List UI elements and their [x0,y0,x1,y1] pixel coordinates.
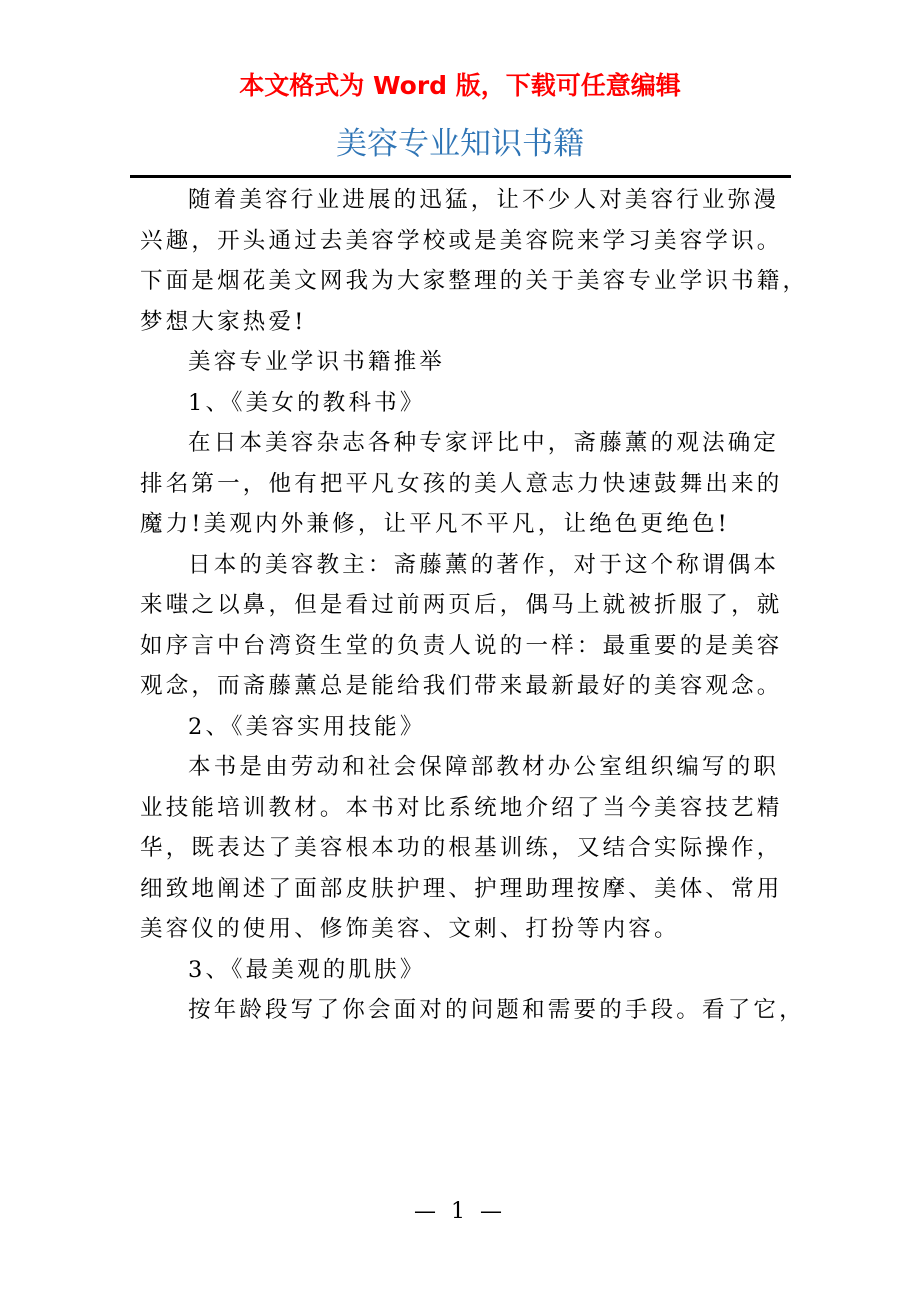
text-line: 业技能培训教材。本书对比系统地介绍了当今美容技艺精 [140,794,783,821]
title-divider [130,175,791,178]
text-line: 随着美容行业进展的迅猛，让不少人对美容行业弥漫 [188,187,780,213]
text-line: 美容仪的使用、修饰美容、文刺、打扮等内容。 [140,916,680,942]
text-line: 兴趣，开头通过去美容学校或是美容院来学习美容学识。 [140,227,783,254]
text-line: 排名第一，他有把平凡女孩的美人意志力快速鼓舞出来的 [140,470,783,497]
text-line: 梦想大家热爱! [140,308,307,335]
page-number: — 1 — [414,1199,506,1224]
text-line: 华，既表达了美容根本功的根基训练，又结合实际操作， [140,835,783,861]
book-1-description [140,423,783,545]
text-line: 下面是烟花美文网我为大家整理的关于美容专业学识书籍， [140,268,809,294]
intro-paragraph [140,180,809,342]
text-line: 魔力!美观内外兼修，让平凡不平凡，让绝色更绝色! [140,511,730,537]
download-notice: 本文格式为 Word 版，下载可任意编辑 [239,71,681,100]
text-line: 来嗤之以鼻，但是看过前两页后，偶马上就被折服了，就 [140,592,783,618]
text-line: 2、《美容实用技能》 [188,713,426,740]
section-heading [140,342,762,383]
text-line: 1、《美女的教科书》 [188,389,426,416]
book-title-1 [140,383,762,424]
text-line: 观念，而斋藤薰总是能给我们带来最新最好的美容观念。 [140,673,783,699]
text-line: 3、《最美观的肌肤》 [188,956,426,983]
text-line: 如序言中台湾资生堂的负责人说的一样：最重要的是美容 [140,632,783,659]
text-line: 美容专业学识书籍推举 [188,349,446,375]
text-line: 本书是由劳动和社会保障部教材办公室组织编写的职 [188,754,780,780]
book-1-review [140,545,783,707]
document-title: 美容专业知识书籍 [336,126,584,162]
book-title-3 [140,950,762,991]
book-2-description [140,747,783,950]
book-title-2 [140,707,762,748]
text-line: 日本的美容教主：斋藤薰的著作，对于这个称谓偶本 [188,551,780,578]
text-line: 按年龄段写了你会面对的问题和需要的手段。看了它， [188,997,805,1023]
text-line: 细致地阐述了面部皮肤护理、护理助理按摩、美体、常用 [140,875,783,902]
text-line: 在日本美容杂志各种专家评比中，斋藤薰的观法确定 [188,430,780,456]
document-body [140,180,809,1031]
book-3-description [140,990,805,1031]
